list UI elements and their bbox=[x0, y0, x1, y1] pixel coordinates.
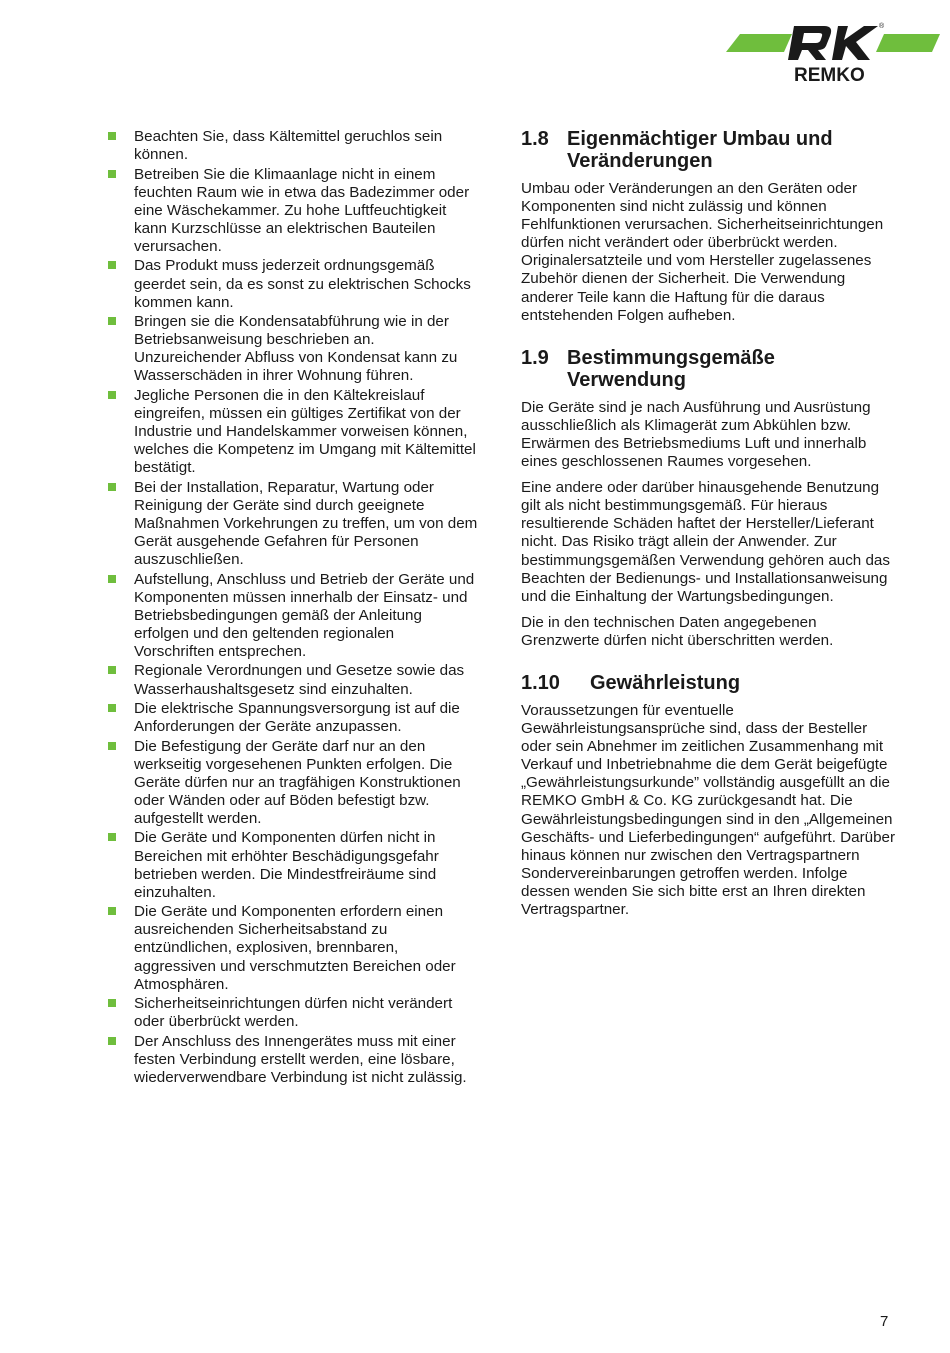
bullet-item bbox=[106, 738, 478, 828]
bullet-square-icon bbox=[108, 742, 116, 750]
left-column bbox=[106, 128, 478, 1088]
bullet-item bbox=[106, 1033, 478, 1087]
bullet-text: Die Befestigung der Geräte darf nur an den werkseitig vorgesehenen Punkten erfolgen. Die Geräte dürfen nur an tragfähigen Konstruktionen oder Wänden oder auf Böden befestigt bzw. aufgestellt werden. bbox=[134, 737, 461, 827]
bullet-text: Bringen sie die Kondensatabführung wie in der Betriebsanweisung beschrieben an. Unzureichender Abfluss von Kondensat kann zu Wasserschäden in ihrer Wohnung führen. bbox=[134, 313, 458, 385]
section-number: 1.9 bbox=[521, 346, 549, 369]
bullet-item bbox=[106, 829, 478, 901]
bullet-item bbox=[106, 662, 478, 698]
bullet-text: Die Geräte und Komponenten erfordern einen ausreichenden Sicherheitsabstand zu entzündlichen, explosiven, brennbaren, aggressiven und verschmutzten Bereichen oder Atmosphären. bbox=[134, 903, 456, 993]
section-1-10 bbox=[521, 672, 899, 919]
bullet-square-icon bbox=[108, 833, 116, 841]
bullet-text: Die Geräte und Komponenten dürfen nicht in Bereichen mit erhöhter Beschädigungsgefahr betrieben werden. Die Mindestfreiräume sind einzuhalten. bbox=[134, 829, 439, 901]
section-paragraph: Eine andere oder darüber hinausgehende Benutzung gilt als nicht bestimmungsgemäß. Für hieraus resultierende Schäden haftet der Hersteller/Lieferant nicht. Das Risiko trägt allein der Anwender. Zur bestimmungsgemäßen Verwendung gehören auch das Beachten der Bedienungs- und Installationsanweisung und die Einhaltung der Wartungsbedingungen. bbox=[521, 479, 890, 605]
section-number: 1.8 bbox=[521, 128, 549, 150]
page-number: 7 bbox=[880, 1313, 889, 1330]
section-title: Eigenmächtiger Umbau und Veränderungen bbox=[567, 128, 833, 172]
section-title: Bestimmungsgemäße Verwendung bbox=[567, 346, 775, 391]
bullet-item bbox=[106, 571, 478, 661]
bullet-square-icon bbox=[108, 666, 116, 674]
bullet-square-icon bbox=[108, 907, 116, 915]
section-1-8 bbox=[521, 128, 899, 325]
section-paragraph: Voraussetzungen für eventuelle Gewährleistungsansprüche sind, dass der Besteller oder sein Abnehmer im zeitlichen Zusammenhang mit Verkauf und Inbetriebnahme die dem Gerät beigefügte „Gewährleistungsurkunde” vollständig ausgefüllt an die REMKO GmbH & Co. KG zurückgesandt hat. Die Gewährleistungsbedingungen sind in den „Allgemeinen Geschäfts- und Lieferbedingungen“ aufgeführt. Darüber hinaus können nur zwischen den Vertragspartnern Sondervereinbarungen getroffen werden. Infolge dessen wenden Sie sich bitte erst an Ihren direkten Vertragspartner. bbox=[521, 701, 896, 918]
bullet-text: Die elektrische Spannungsversorgung ist auf die Anforderungen der Geräte anzupassen. bbox=[134, 700, 460, 736]
bullet-item bbox=[106, 257, 478, 311]
bullet-text: Beachten Sie, dass Kältemittel geruchlos sein können. bbox=[134, 128, 443, 164]
bullet-square-icon bbox=[108, 132, 116, 140]
bullet-item bbox=[106, 128, 478, 164]
bullet-square-icon bbox=[108, 391, 116, 399]
bullet-square-icon bbox=[108, 483, 116, 491]
bullet-text: Der Anschluss des Innengerätes muss mit einer festen Verbindung erstellt werden, eine lösbare, wiederverwendbare Verbindung ist nicht zulässig. bbox=[134, 1032, 467, 1086]
bullet-square-icon bbox=[108, 261, 116, 269]
logo-letter-r bbox=[788, 26, 831, 60]
bullet-text: Jegliche Personen die in den Kältekreislauf eingreifen, müssen ein gültiges Zertifikat von der Industrie und Handelskammer vorweisen können, welches die Kompetenz im Umgang mit Kältemittel bestätigt. bbox=[134, 386, 476, 477]
logo-wordmark: REMKO bbox=[794, 65, 865, 86]
bullet-item bbox=[106, 700, 478, 736]
bullet-item bbox=[106, 313, 478, 385]
section-paragraph: Die Geräte sind je nach Ausführung und Ausrüstung ausschließlich als Klimagerät zum Abkühlen bzw. Erwärmen des Betriebsmediums Luft und innerhalb eines geschlossenen Raumes vorgesehen. bbox=[521, 398, 871, 471]
logo-letter-k bbox=[832, 26, 878, 60]
bullet-text: Betreiben Sie die Klimaanlage nicht in einem feuchten Raum wie in etwa das Badezimmer oder eine Wäschekammer. Zu hohe Luftfeuchtigkeit kann Kurzschlüsse an elektrischen Bauteilen verursachen. bbox=[134, 165, 470, 255]
bullet-text: Regionale Verordnungen und Gesetze sowie das Wasserhaushaltsgesetz sind einzuhalten. bbox=[134, 662, 465, 698]
bullet-text: Aufstellung, Anschluss und Betrieb der Geräte und Komponenten müssen innerhalb der Einsatz- und Betriebsbedingungen gemäß der Anleitung erfolgen und den geltenden regionalen Vorschriften entsprechen. bbox=[134, 570, 475, 660]
remko-logo-mark bbox=[722, 18, 944, 88]
bullet-item bbox=[106, 479, 478, 569]
bullet-item bbox=[106, 995, 478, 1031]
bullet-square-icon bbox=[108, 317, 116, 325]
right-column bbox=[521, 128, 899, 941]
section-heading bbox=[521, 128, 899, 172]
remko-logo bbox=[722, 18, 944, 88]
bullet-square-icon bbox=[108, 170, 116, 178]
section-number: 1.10 bbox=[521, 671, 560, 694]
bullet-item bbox=[106, 387, 478, 477]
bullet-item bbox=[106, 166, 478, 256]
section-1-9 bbox=[521, 347, 899, 650]
section-paragraph: Die in den technischen Daten angegebenen Grenzwerte dürfen nicht überschritten werden. bbox=[521, 613, 834, 649]
section-paragraph: Umbau oder Veränderungen an den Geräten oder Komponenten sind nicht zulässig und können Fehlfunktionen verursachen. Sicherheitseinrichtungen dürfen nicht verändert oder überbrückt werden. Originalersatzteile und vom Hersteller zugelassenes Zubehör dienen der Sicherheit. Die Verwendung anderer Teile kann die Haftung für die daraus entstehenden Folgen aufheben. bbox=[521, 180, 884, 324]
safety-bullet-list bbox=[106, 128, 478, 1087]
logo-green-stripe-right bbox=[876, 34, 940, 52]
logo-registered-mark: ® bbox=[879, 23, 885, 30]
bullet-text: Das Produkt muss jederzeit ordnungsgemäß geerdet sein, da es sonst zu elektrischen Schocks kommen kann. bbox=[134, 257, 471, 311]
section-title: Gewährleistung bbox=[590, 671, 741, 694]
bullet-square-icon bbox=[108, 704, 116, 712]
bullet-square-icon bbox=[108, 1037, 116, 1045]
section-heading bbox=[521, 672, 899, 694]
bullet-text: Bei der Installation, Reparatur, Wartung oder Reinigung der Geräte sind durch geeignete Maßnahmen Vorkehrungen zu treffen, um von dem Gerät ausgehende Gefahren für Personen auszuschließen. bbox=[134, 478, 478, 569]
bullet-text: Sicherheitseinrichtungen dürfen nicht verändert oder überbrückt werden. bbox=[134, 995, 453, 1031]
bullet-square-icon bbox=[108, 999, 116, 1007]
section-heading bbox=[521, 347, 899, 391]
logo-green-stripe-left bbox=[726, 34, 792, 52]
bullet-item bbox=[106, 903, 478, 993]
bullet-square-icon bbox=[108, 575, 116, 583]
